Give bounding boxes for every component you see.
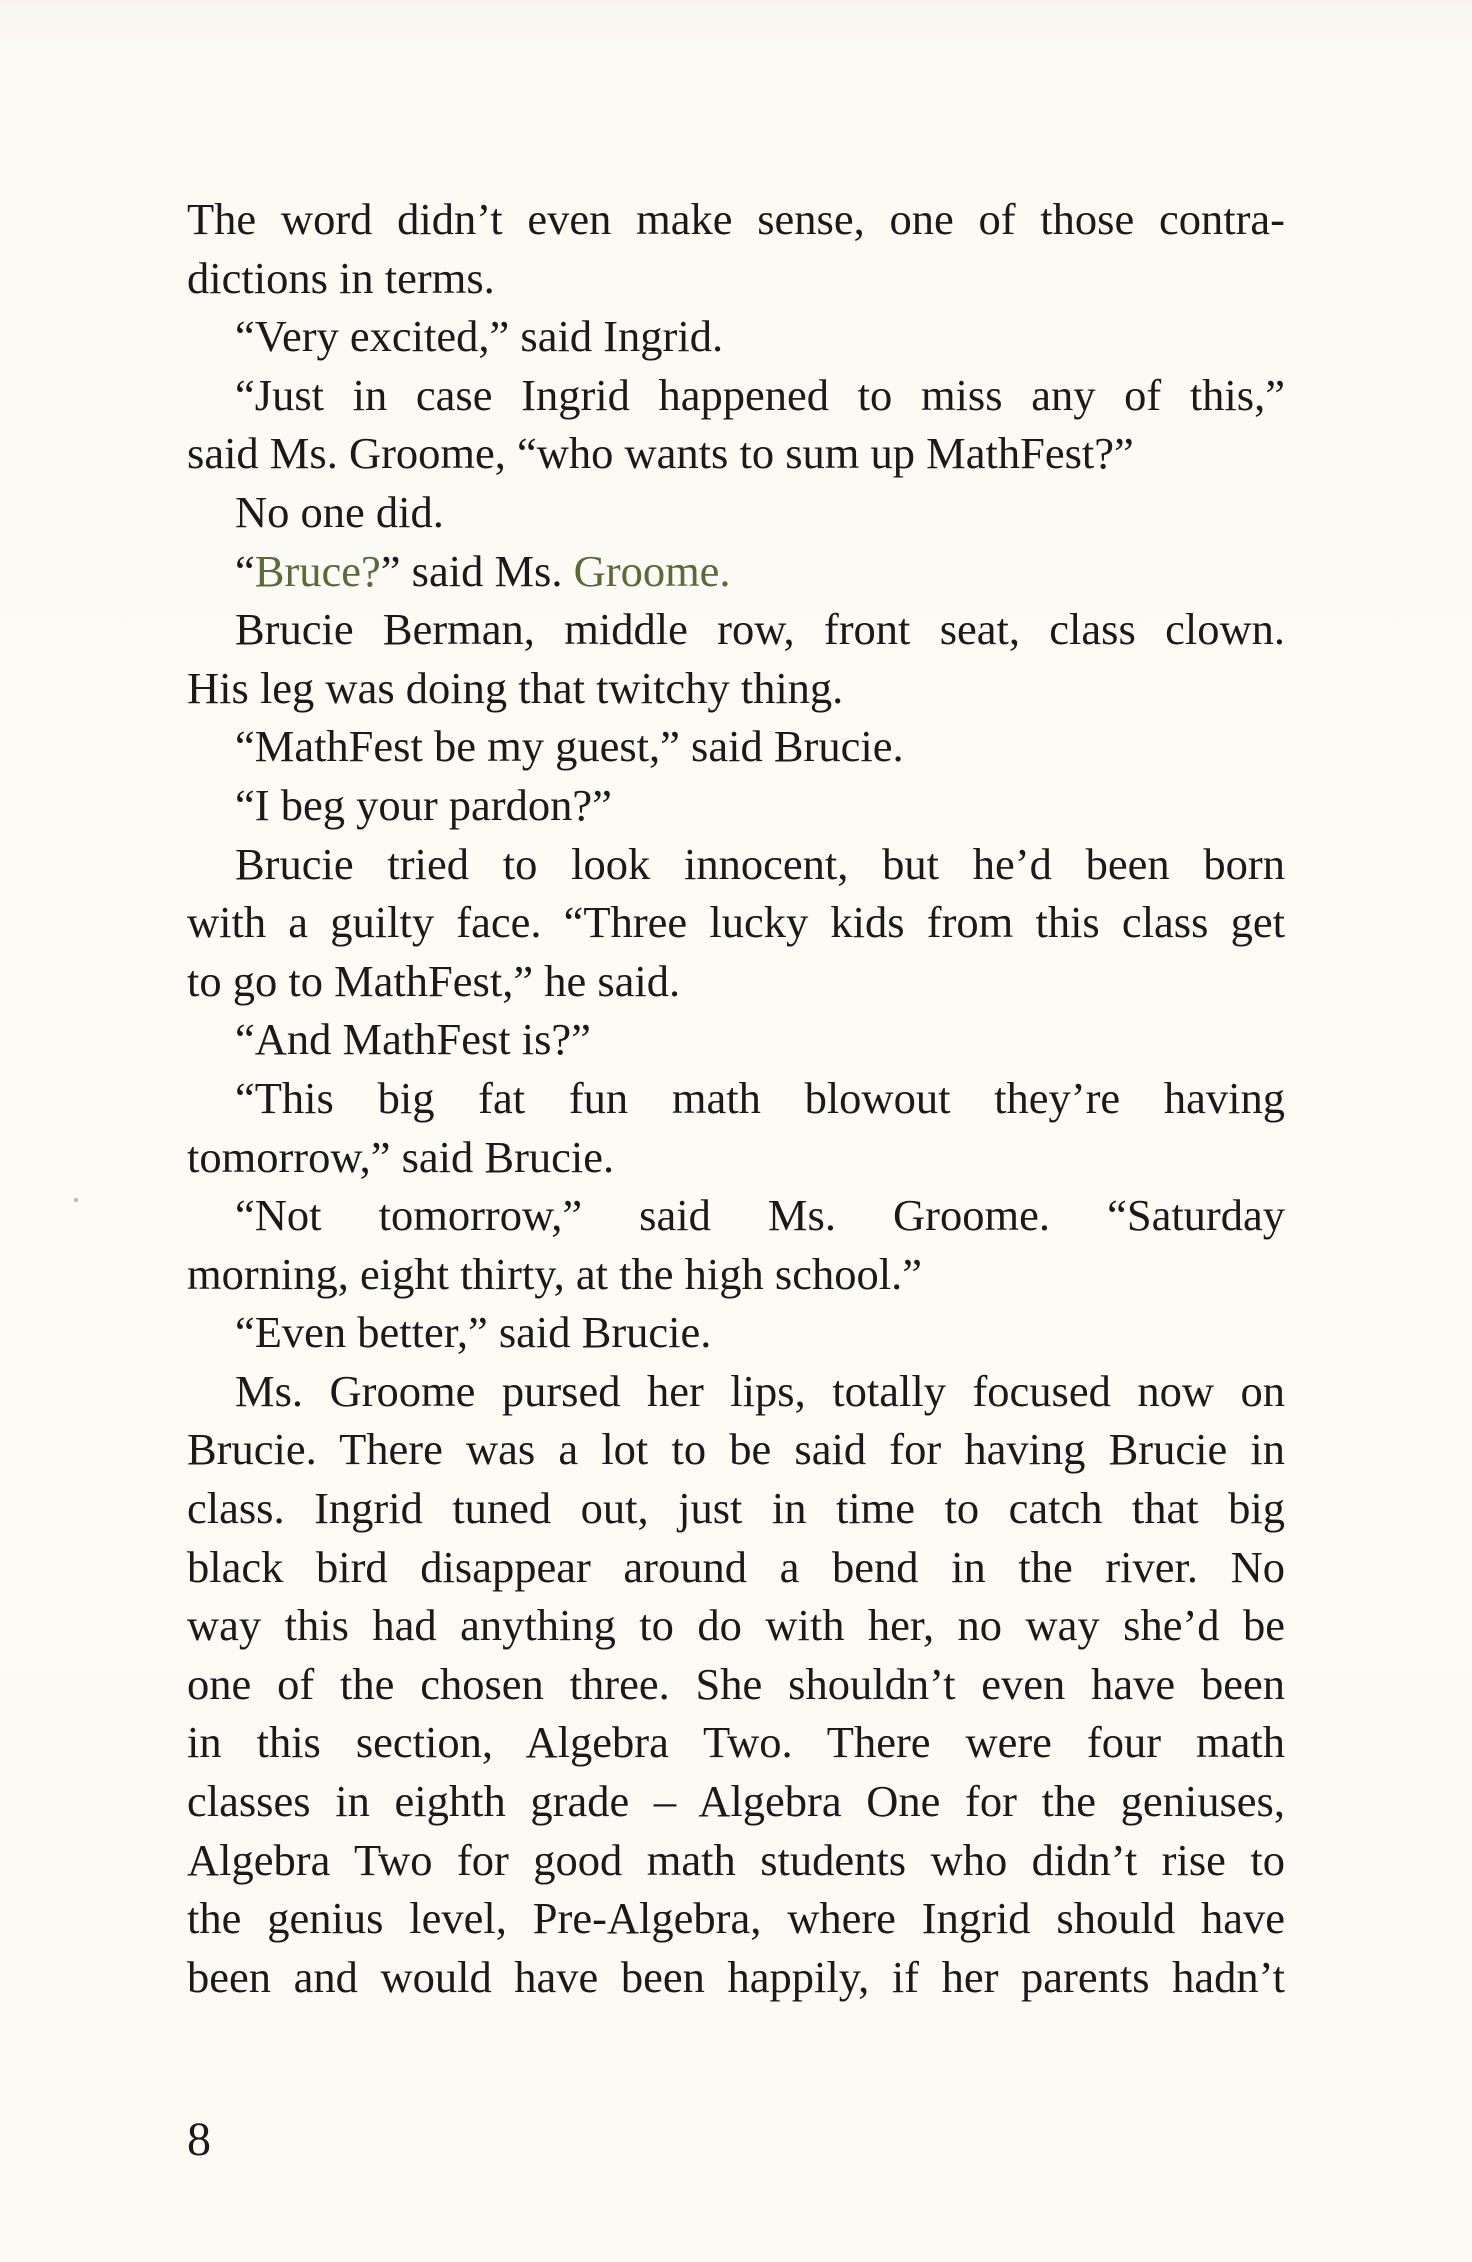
text-line: one of the chosen three. She shouldn’t even have been	[187, 1658, 1285, 1709]
text-line: Brucie. There was a lot to be said for having Brucie in	[187, 1424, 1285, 1475]
text-line: dictions in terms.	[187, 252, 495, 303]
text-line: Algebra Two for good math students who didn’t rise to	[187, 1834, 1285, 1885]
text-line: “Not tomorrow,” said Ms. Groome. “Saturday	[235, 1190, 1285, 1241]
text-line: classes in eighth grade – Algebra One for the geniuses,	[187, 1776, 1285, 1827]
text-line: “Even better,” said Brucie.	[235, 1307, 712, 1358]
body-text	[187, 190, 1285, 2006]
text-line: Brucie tried to look innocent, but he’d been born	[235, 838, 1285, 889]
text-line: “Just in case Ingrid happened to miss any of this,”	[235, 369, 1285, 420]
text-line	[187, 542, 1285, 601]
text-line: tomorrow,” said Brucie.	[187, 1131, 615, 1182]
text-line: “And MathFest is?”	[235, 1014, 591, 1065]
text-segment: ” said Ms.	[380, 545, 574, 596]
text-line: No one did.	[235, 486, 444, 537]
text-line: the genius level, Pre-Algebra, where Ingrid should have	[187, 1893, 1285, 1944]
text-line: way this had anything to do with her, no way she’d be	[187, 1600, 1285, 1651]
faded-text-segment: Bruce?	[254, 545, 381, 596]
page-number: 8	[187, 2113, 211, 2166]
text-line: Brucie Berman, middle row, front seat, class clown.	[235, 604, 1285, 655]
text-line: morning, eight thirty, at the high school.”	[187, 1248, 922, 1299]
text-line: Ms. Groome pursed her lips, totally focused now on	[235, 1365, 1285, 1416]
text-line: to go to MathFest,” he said.	[187, 955, 681, 1006]
text-line: “MathFest be my guest,” said Brucie.	[235, 721, 904, 772]
text-line: “I beg your pardon?”	[235, 779, 612, 830]
text-line: been and would have been happily, if her parents hadn’t	[187, 1951, 1285, 2002]
text-line: The word didn’t even make sense, one of those contra-	[187, 194, 1285, 244]
scan-speck	[74, 1198, 78, 1202]
text-segment: “	[235, 545, 255, 596]
text-line: said Ms. Groome, “who wants to sum up MathFest?”	[187, 428, 1134, 479]
text-line: His leg was doing that twitchy thing.	[187, 662, 844, 713]
text-line: class. Ingrid tuned out, just in time to catch that big	[187, 1483, 1285, 1534]
faded-text-segment: Groome.	[573, 545, 731, 596]
text-line: with a guilty face. “Three lucky kids from this class get	[187, 897, 1285, 948]
text-line: “This big fat fun math blowout they’re having	[235, 1072, 1285, 1123]
text-line: in this section, Algebra Two. There were four math	[187, 1717, 1285, 1768]
text-line: “Very excited,” said Ingrid.	[235, 311, 724, 362]
text-line: black bird disappear around a bend in the river. No	[187, 1541, 1285, 1592]
